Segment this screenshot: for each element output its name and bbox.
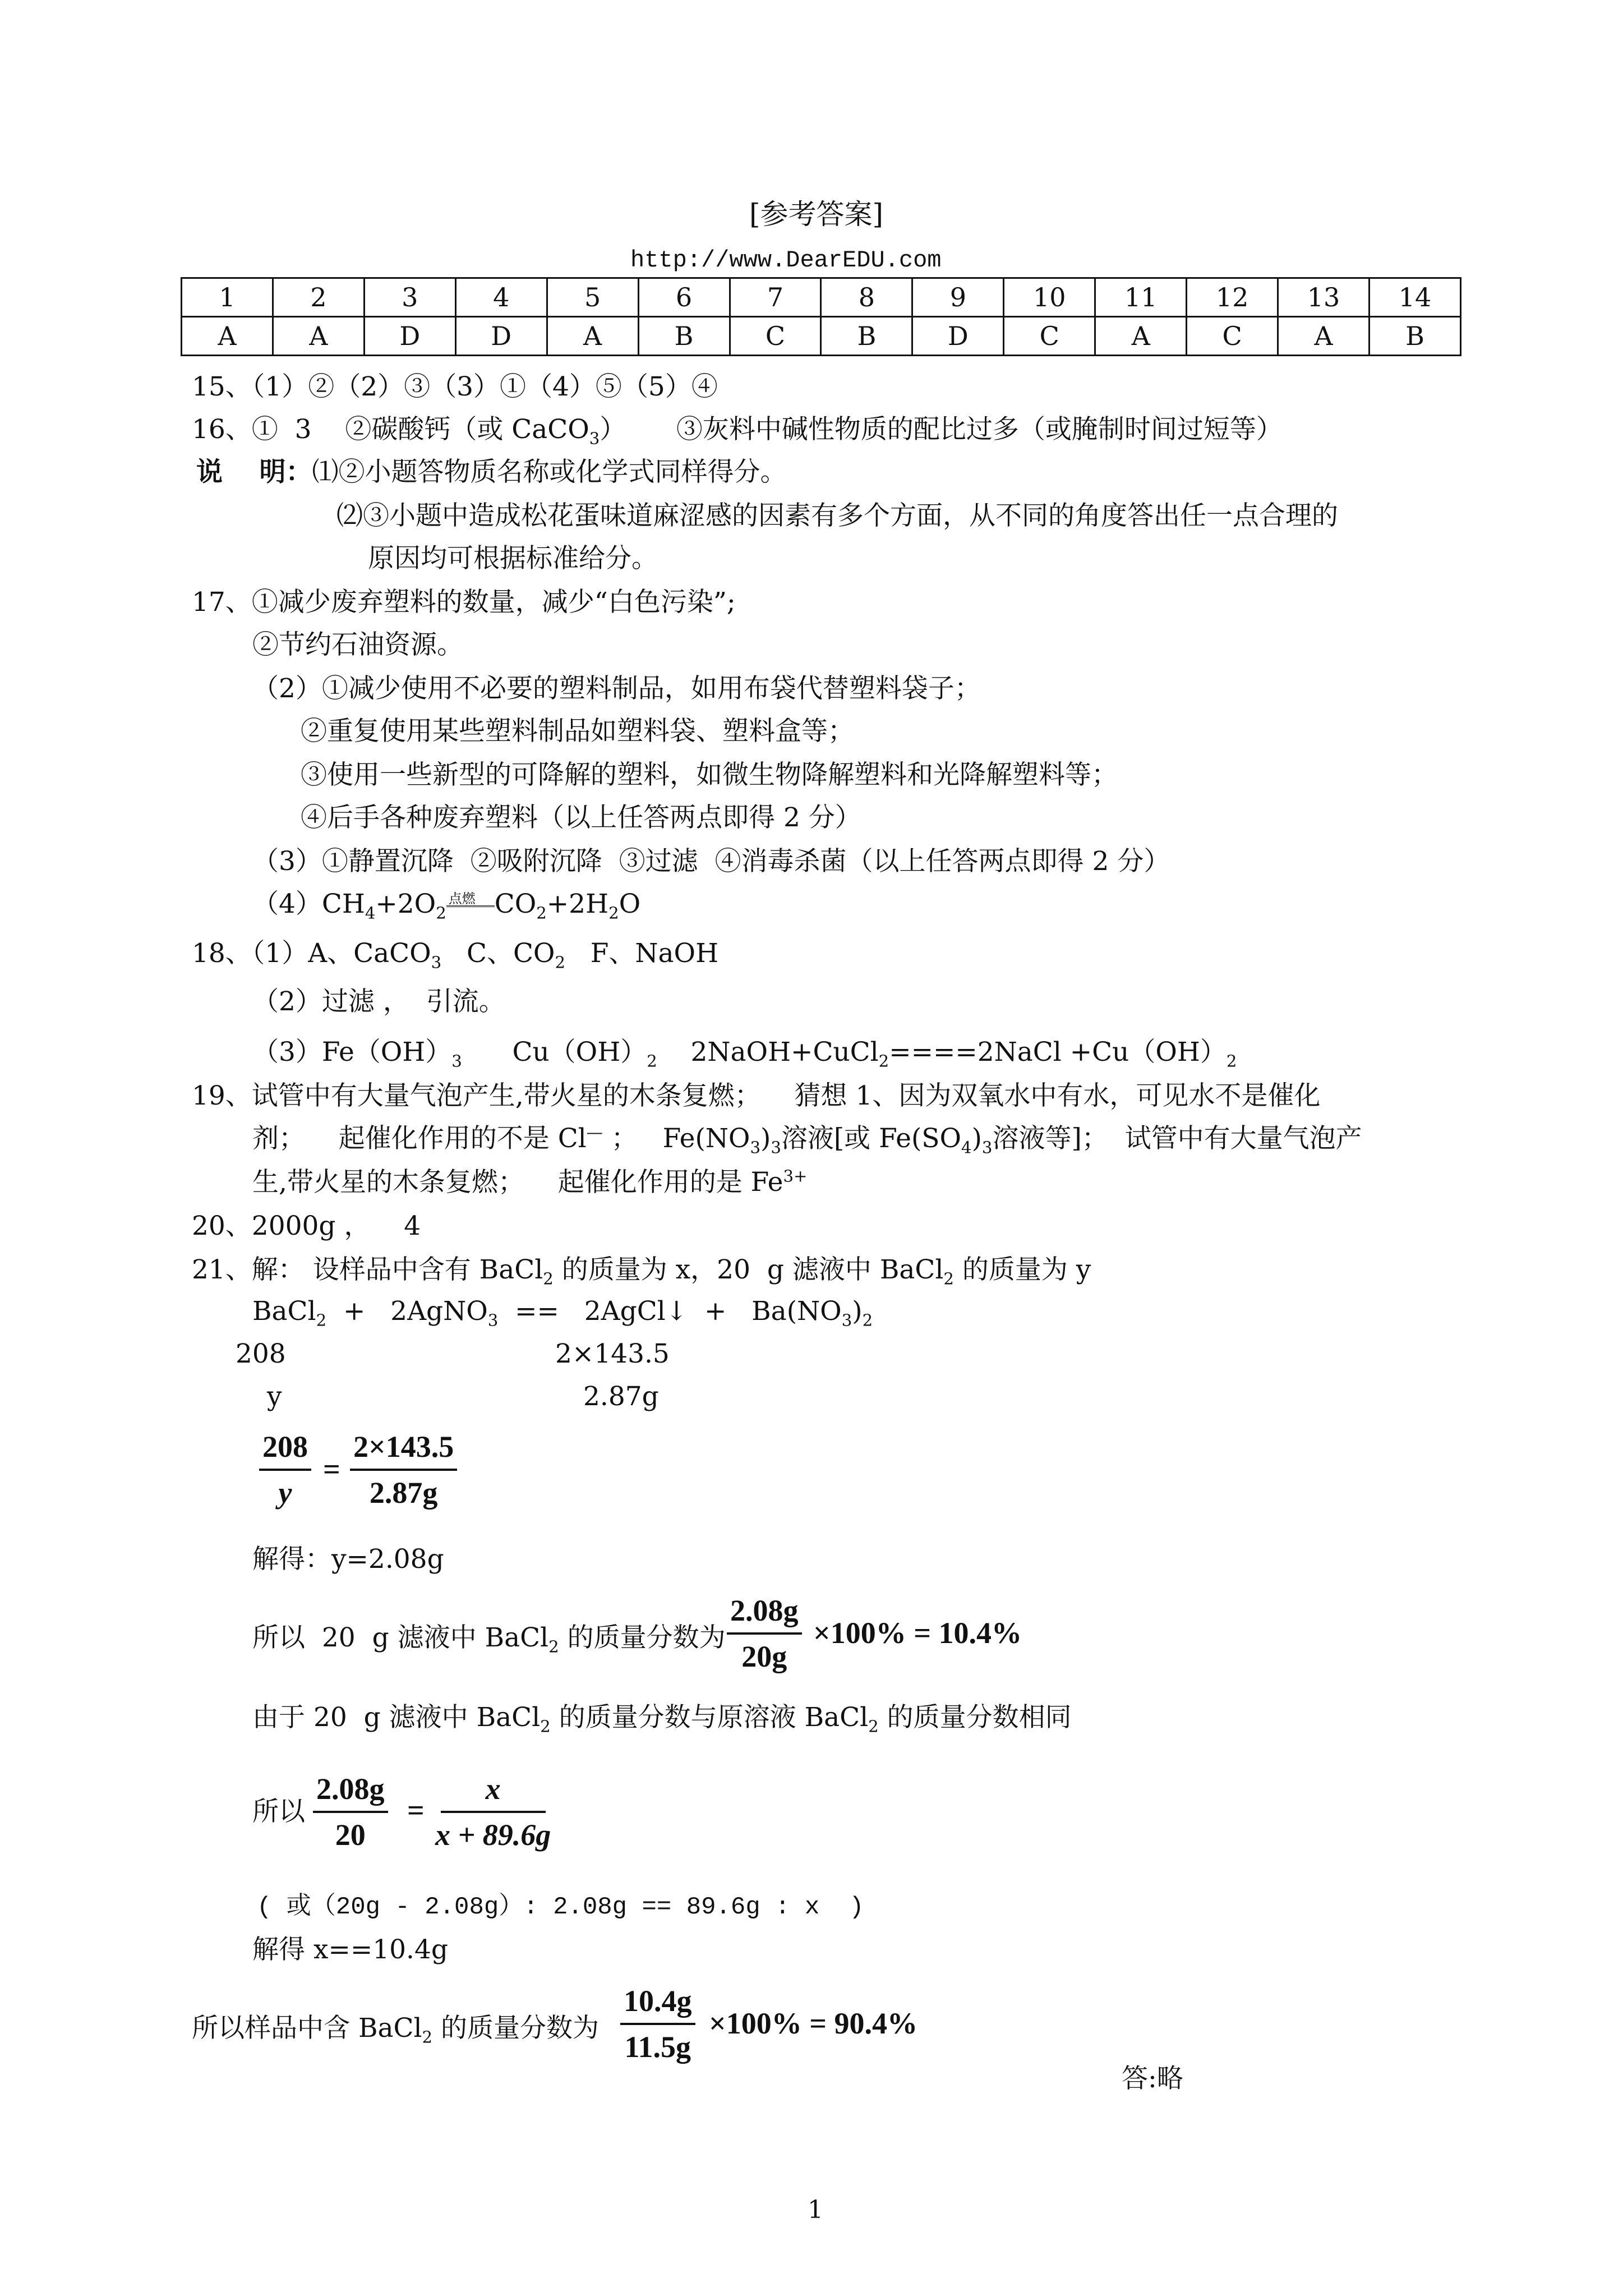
fraction-denominator: y	[278, 1476, 292, 1510]
table-cell: 12	[1187, 278, 1278, 317]
text-part: 生,带火星的木条复燃； 起催化作用的是 Fe	[252, 1167, 783, 1198]
text-sub: 4	[961, 1138, 972, 1157]
fraction-2	[727, 1593, 802, 1674]
alternative-ratio: ( 或（20g - 2.08g）: 2.08g == 89.6g : x )	[257, 1893, 864, 1921]
source-url: http://www.DearEDU.com	[630, 247, 942, 274]
text-sub: 2	[1226, 1051, 1237, 1071]
text-part: 18、（1）A、CaCO	[192, 938, 431, 969]
table-cell: 11	[1095, 278, 1187, 317]
text-sub: 3	[451, 1051, 462, 1071]
table-cell: B	[638, 317, 730, 356]
text-part: 2NaOH+CuCl	[657, 1037, 879, 1068]
q15-answer: 15、（1）②（2）③（3）①（4）⑤（5）④	[192, 371, 718, 402]
eq-sub: 3	[487, 1310, 499, 1330]
q16-note-3: 原因均可根据标准给分。	[368, 543, 658, 574]
note-text: ⑴②小题答物质名称或化学式同样得分。	[312, 457, 787, 487]
eq-sub: 3	[841, 1310, 852, 1330]
text-sub: 3	[431, 953, 442, 972]
molar-mass-1: 208	[236, 1338, 286, 1369]
table-cell: 4	[455, 278, 547, 317]
fraction-denominator: 2.87g	[369, 1476, 438, 1510]
fraction-numerator: x	[441, 1772, 546, 1813]
fraction-1-left	[259, 1429, 311, 1510]
fraction-denominator: x + 89.6g	[435, 1818, 551, 1852]
q17-line-4: ②重复使用某些塑料制品如塑料袋、塑料盒等；	[301, 716, 854, 747]
text-sub: 3	[750, 1138, 760, 1157]
text-part: 的质量分数相同	[878, 1702, 1072, 1733]
eq-sub: 2	[436, 903, 446, 923]
same-fraction-text	[252, 1701, 1072, 1734]
so-label: 所以	[252, 1796, 305, 1827]
text-sup: 3+	[783, 1166, 808, 1186]
table-cell: C	[730, 317, 821, 356]
q18-line-2: （2）过滤 ， 引流。	[252, 986, 505, 1017]
fraction-4	[620, 1984, 695, 2064]
table-cell: 3	[364, 278, 455, 317]
fraction-denominator: 11.5g	[624, 2030, 691, 2064]
fraction-denominator: 20g	[741, 1640, 787, 1673]
page-title: [参考答案]	[749, 198, 884, 231]
text-sub: 2	[548, 1637, 559, 1657]
solve-x: 解得 x==10.4g	[252, 1934, 448, 1965]
q16-note-2: ⑵③小题中造成松花蛋味道麻涩感的因素有多个方面，从不同的角度答出任一点合理的	[336, 500, 1338, 531]
table-cell: 8	[821, 278, 912, 317]
table-cell: B	[1369, 317, 1460, 356]
text-part: （3）Fe（OH）	[252, 1037, 452, 1068]
text-part: 的质量分数与原溶液 BaCl	[550, 1702, 869, 1733]
table-cell: D	[364, 317, 455, 356]
text-part: 溶液[或 Fe(SO	[781, 1123, 962, 1154]
text-part: 所以 20 g 滤液中 BaCl	[252, 1622, 549, 1653]
table-cell: D	[455, 317, 547, 356]
q17-line-2: ②节约石油资源。	[252, 629, 463, 660]
text-part: C、CO	[441, 938, 555, 969]
table-cell: A	[1278, 317, 1370, 356]
q18-line-3	[252, 1036, 1237, 1069]
text-sub: 2	[422, 2027, 433, 2047]
text-part: 的质量为 x，20 g 滤液中 BaCl	[553, 1254, 944, 1285]
q17-line-6: ④后手各种废弃塑料（以上任答两点即得 2 分）	[301, 802, 861, 833]
text-sub: 3	[771, 1138, 781, 1157]
text-sub: 2	[868, 1717, 879, 1736]
q16-text: 16、① 3 ②碳酸钙（或 CaCO	[192, 414, 589, 445]
condition-label: 点燃	[448, 891, 476, 907]
table-cell: 2	[273, 278, 364, 317]
text-part: 21、解： 设样品中含有 BaCl	[192, 1254, 543, 1285]
text-sub: 2	[540, 1717, 551, 1736]
text-part: 的质量分数为	[559, 1622, 726, 1653]
text-part: )	[760, 1123, 771, 1154]
q16-sub: 3	[589, 429, 600, 448]
text-part: )	[971, 1123, 982, 1154]
q21-line-1	[192, 1253, 1091, 1287]
q16-text-end: ） ③灰料中碱性物质的配比过多（或腌制时间过短等）	[600, 414, 1283, 445]
equals-sign: =	[323, 1452, 340, 1486]
fraction-1-right	[350, 1429, 457, 1510]
q17-line-7: （3）①静置沉降 ②吸附沉降 ③过滤 ④消毒杀菌（以上任答两点即得 2 分）	[252, 846, 1170, 877]
fraction-numerator: 2.08g	[727, 1593, 802, 1635]
percentage-result: ×100% = 90.4%	[709, 2007, 918, 2040]
q16-answer	[192, 413, 1283, 447]
eq-part: BaCl	[252, 1296, 316, 1327]
text-part: Cu（OH）	[462, 1037, 647, 1068]
sample-percentage-text	[192, 2012, 599, 2045]
fraction-denominator: 20	[335, 1818, 366, 1852]
fraction-numerator: 2.08g	[313, 1772, 388, 1813]
molar-mass-2: 2×143.5	[555, 1338, 670, 1369]
eq-part: == 2AgCl↓ + Ba(NO	[498, 1296, 842, 1327]
eq-part: +2H	[546, 889, 609, 919]
text-sub: 2	[543, 1269, 554, 1289]
table-cell: 14	[1369, 278, 1460, 317]
q19-line-3	[252, 1166, 807, 1199]
answer-table	[181, 277, 1461, 356]
table-cell: D	[912, 317, 1004, 356]
mass-value: 2.87g	[583, 1381, 659, 1412]
text-sup: —	[586, 1122, 603, 1142]
text-part: 的质量分数为	[432, 2013, 599, 2044]
fraction-numerator: 2×143.5	[350, 1429, 457, 1471]
eq-part: +2O	[375, 889, 436, 919]
table-cell: C	[1187, 317, 1278, 356]
unknown-y: y	[267, 1381, 282, 1412]
q16-note-1	[196, 455, 786, 489]
q21-equation	[252, 1295, 873, 1328]
eq-part: )	[852, 1296, 863, 1327]
equals-sign: =	[407, 1793, 425, 1827]
q18-line-1	[192, 937, 718, 970]
table-cell: A	[273, 317, 364, 356]
text-part: F、NaOH	[565, 938, 719, 969]
eq-part: + 2AgNO	[326, 1296, 488, 1327]
eq-sub: 4	[365, 903, 376, 923]
table-cell: A	[547, 317, 638, 356]
table-cell: A	[182, 317, 273, 356]
fraction-numerator: 208	[259, 1429, 311, 1471]
text-sub: 2	[555, 953, 565, 972]
text-part: 由于 20 g 滤液中 BaCl	[252, 1702, 541, 1733]
q17-line-1: 17、①减少废弃塑料的数量，减少“白色污染”;	[192, 587, 736, 618]
table-row	[182, 317, 1461, 356]
text-part: ； Fe(NO	[602, 1123, 750, 1154]
fraction-3-right	[435, 1772, 551, 1852]
page-number: 1	[808, 2196, 823, 2224]
q20-answer: 20、2000g ， 4	[192, 1211, 421, 1241]
reaction-condition	[446, 887, 495, 921]
q17-line-5: ③使用一些新型的可降解的塑料，如微生物降解塑料和光降解塑料等；	[301, 760, 1118, 790]
note-label: 说 明：	[196, 457, 312, 487]
text-part: 溶液等]； 试管中有大量气泡产	[992, 1123, 1362, 1154]
text-part: ====2NaCl +Cu（OH）	[889, 1037, 1227, 1068]
eq-sub: 2	[608, 903, 619, 923]
table-cell: 10	[1004, 278, 1095, 317]
text-sub: 3	[981, 1138, 993, 1157]
table-cell: 13	[1278, 278, 1370, 317]
table-cell: 6	[638, 278, 730, 317]
eq-part: （4）CH	[252, 889, 365, 919]
q17-line-8	[252, 887, 640, 921]
table-header-row	[182, 278, 1461, 317]
text-sub: 2	[878, 1051, 889, 1071]
text-sub: 2	[943, 1269, 954, 1289]
q17-line-3: （2）①减少使用不必要的塑料制品，如用布袋代替塑料袋子；	[252, 673, 981, 704]
solve-y: 解得：y=2.08g	[252, 1544, 444, 1575]
fraction-numerator: 10.4g	[620, 1984, 695, 2025]
text-sub: 2	[647, 1051, 657, 1071]
filtrate-percentage-text	[252, 1621, 726, 1655]
table-cell: C	[1004, 317, 1095, 356]
percentage-result: ×100% = 10.4%	[813, 1616, 1022, 1650]
answer-omitted: 答:略	[1122, 2063, 1183, 2094]
text-part: 所以样品中含 BaCl	[192, 2013, 422, 2044]
table-cell: 9	[912, 278, 1004, 317]
table-cell: 7	[730, 278, 821, 317]
table-cell: 1	[182, 278, 273, 317]
eq-sub: 2	[862, 1310, 873, 1330]
table-cell: B	[821, 317, 912, 356]
q19-line-2	[252, 1122, 1362, 1156]
text-part: 剂； 起催化作用的不是 Cl	[252, 1123, 587, 1154]
table-cell: 5	[547, 278, 638, 317]
fraction-3-left	[313, 1772, 388, 1852]
text-part: 的质量为 y	[953, 1254, 1091, 1285]
table-cell: A	[1095, 317, 1187, 356]
eq-part: CO	[494, 889, 537, 919]
eq-part: O	[619, 889, 641, 919]
eq-sub: 2	[536, 903, 547, 923]
q19-line-1: 19、试管中有大量气泡产生,带火星的木条复燃； 猜想 1、因为双氧水中有水，可见水不是催化	[192, 1080, 1321, 1111]
eq-sub: 2	[316, 1310, 327, 1330]
